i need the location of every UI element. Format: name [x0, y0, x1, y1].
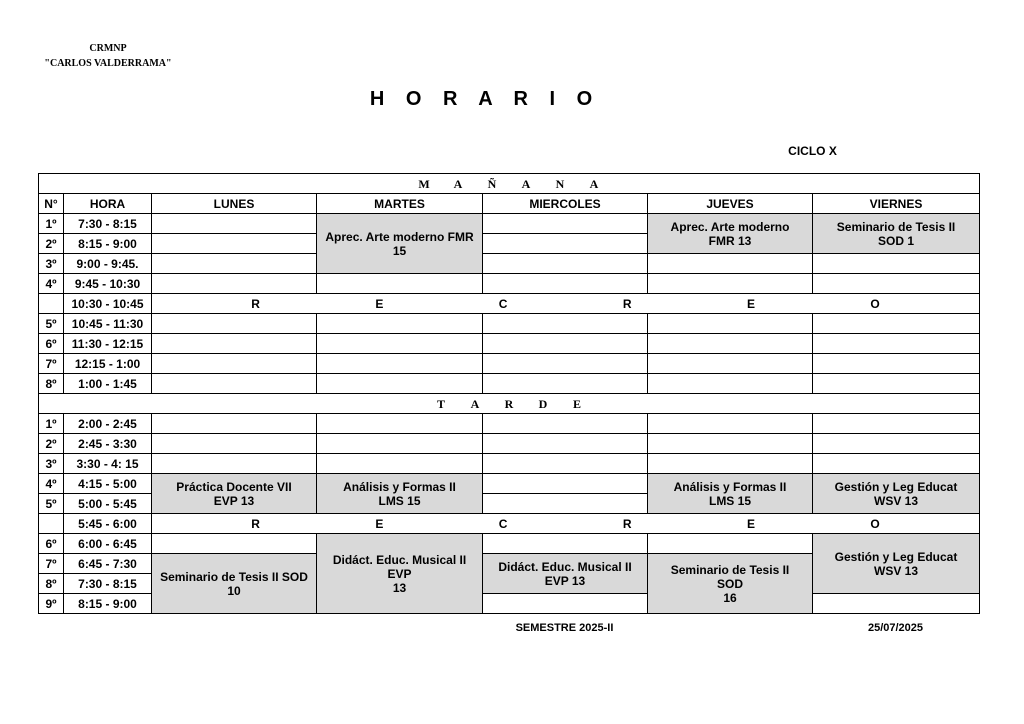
empty-cell [152, 314, 317, 334]
section-tarde-title [39, 394, 980, 414]
course-cell-martes-pm1: Análisis y Formas II LMS 15 [317, 474, 483, 514]
empty-cell [648, 274, 813, 294]
empty-cell [813, 414, 980, 434]
col-martes-header: MARTES [317, 194, 483, 214]
period-time: 8:15 - 9:00 [64, 234, 152, 254]
course-cell-martes-pm2: Didáct. Educ. Musical II EVP 13 [317, 534, 483, 614]
empty-cell [483, 474, 648, 494]
column-header-row [39, 194, 980, 214]
empty-cell [483, 234, 648, 254]
table-row [39, 474, 980, 494]
empty-cell [648, 434, 813, 454]
period-number: 7º [39, 354, 64, 374]
empty-cell [317, 454, 483, 474]
table-row [39, 254, 980, 274]
section-manana-title [39, 174, 980, 194]
empty-cell [813, 454, 980, 474]
table-row [39, 334, 980, 354]
empty-cell [317, 274, 483, 294]
empty-cell [648, 534, 813, 554]
empty-cell [152, 454, 317, 474]
col-miercoles-header: MIERCOLES [483, 194, 648, 214]
col-num-header: N° [39, 194, 64, 214]
table-row [39, 454, 980, 474]
period-time: 8:15 - 9:00 [64, 594, 152, 614]
course-cell-lunes-pm1: Práctica Docente VII EVP 13 [152, 474, 317, 514]
period-number [39, 294, 64, 314]
course-cell-lunes-pm2: Seminario de Tesis II SOD 10 [152, 554, 317, 614]
period-time: 7:30 - 8:15 [64, 574, 152, 594]
period-number: 3º [39, 254, 64, 274]
recreo-cell: R E C R E O [152, 294, 980, 314]
empty-cell [483, 594, 648, 614]
empty-cell [152, 254, 317, 274]
empty-cell [483, 454, 648, 474]
table-row [39, 534, 980, 554]
course-cell-viernes-pm1: Gestión y Leg Educat WSV 13 [813, 474, 980, 514]
period-number [39, 514, 64, 534]
table-row [39, 434, 980, 454]
ciclo-label: CICLO X [788, 144, 837, 158]
empty-cell [317, 314, 483, 334]
empty-cell [648, 454, 813, 474]
empty-cell [317, 434, 483, 454]
empty-cell [648, 254, 813, 274]
empty-cell [813, 374, 980, 394]
empty-cell [483, 374, 648, 394]
empty-cell [152, 534, 317, 554]
empty-cell [648, 414, 813, 434]
period-time: 6:45 - 7:30 [64, 554, 152, 574]
period-time: 2:00 - 2:45 [64, 414, 152, 434]
period-number: 3º [39, 454, 64, 474]
recreo-row [39, 294, 980, 314]
period-time: 11:30 - 12:15 [64, 334, 152, 354]
period-number: 4º [39, 274, 64, 294]
empty-cell [648, 334, 813, 354]
period-number: 1º [39, 414, 64, 434]
empty-cell [152, 414, 317, 434]
table-row [39, 214, 980, 234]
empty-cell [483, 414, 648, 434]
course-cell-viernes-pm2: Gestión y Leg Educat WSV 13 [813, 534, 980, 594]
period-time: 1:00 - 1:45 [64, 374, 152, 394]
period-number: 6º [39, 334, 64, 354]
period-time: 5:45 - 6:00 [64, 514, 152, 534]
empty-cell [152, 214, 317, 234]
period-time: 9:45 - 10:30 [64, 274, 152, 294]
semester-label: SEMESTRE 2025-II [515, 622, 614, 634]
empty-cell [152, 374, 317, 394]
table-row [39, 314, 980, 334]
table-row [39, 354, 980, 374]
period-time: 4:15 - 5:00 [64, 474, 152, 494]
col-lunes-header: LUNES [152, 194, 317, 214]
empty-cell [152, 434, 317, 454]
manana-letters: M A Ñ A N A [418, 176, 599, 191]
period-number: 2º [39, 234, 64, 254]
period-time: 10:30 - 10:45 [64, 294, 152, 314]
empty-cell [317, 354, 483, 374]
table-row [39, 274, 980, 294]
section-tarde-row [39, 394, 980, 414]
institution-acronym: CRMNP [89, 43, 127, 54]
period-number: 6º [39, 534, 64, 554]
period-time: 6:00 - 6:45 [64, 534, 152, 554]
empty-cell [317, 334, 483, 354]
col-viernes-header: VIERNES [813, 194, 980, 214]
period-time: 10:45 - 11:30 [64, 314, 152, 334]
period-time: 5:00 - 5:45 [64, 494, 152, 514]
institution-name: "CARLOS VALDERRAMA" [44, 58, 172, 69]
empty-cell [648, 314, 813, 334]
empty-cell [483, 354, 648, 374]
empty-cell [648, 354, 813, 374]
empty-cell [152, 234, 317, 254]
period-time: 3:30 - 4: 15 [64, 454, 152, 474]
period-time: 7:30 - 8:15 [64, 214, 152, 234]
period-time: 9:00 - 9:45. [64, 254, 152, 274]
empty-cell [813, 274, 980, 294]
period-number: 8º [39, 574, 64, 594]
period-number: 2º [39, 434, 64, 454]
empty-cell [483, 494, 648, 514]
period-number: 5º [39, 494, 64, 514]
section-manana-row [39, 174, 980, 194]
recreo-row [39, 514, 980, 534]
period-number: 1º [39, 214, 64, 234]
course-cell-jueves-pm2: Seminario de Tesis II SOD 16 [648, 554, 813, 614]
period-number: 5º [39, 314, 64, 334]
course-cell-martes-am: Aprec. Arte moderno FMR 15 [317, 214, 483, 274]
empty-cell [813, 354, 980, 374]
empty-cell [317, 414, 483, 434]
col-hora-header: HORA [64, 194, 152, 214]
empty-cell [813, 434, 980, 454]
empty-cell [483, 334, 648, 354]
course-cell-viernes-am: Seminario de Tesis II SOD 1 [813, 214, 980, 254]
col-jueves-header: JUEVES [648, 194, 813, 214]
course-cell-jueves-pm1: Análisis y Formas II LMS 15 [648, 474, 813, 514]
empty-cell [483, 214, 648, 234]
empty-cell [813, 314, 980, 334]
tarde-letters: T A R D E [437, 396, 582, 411]
page-title: H O R A R I O [369, 88, 601, 110]
course-cell-miercoles-pm2: Didáct. Educ. Musical II EVP 13 [483, 554, 648, 594]
empty-cell [483, 274, 648, 294]
empty-cell [152, 334, 317, 354]
empty-cell [813, 334, 980, 354]
empty-cell [152, 274, 317, 294]
empty-cell [483, 254, 648, 274]
course-cell-jueves-am: Aprec. Arte moderno FMR 13 [648, 214, 813, 254]
empty-cell [317, 374, 483, 394]
period-time: 2:45 - 3:30 [64, 434, 152, 454]
period-number: 4º [39, 474, 64, 494]
empty-cell [483, 534, 648, 554]
period-number: 8º [39, 374, 64, 394]
schedule-table [38, 173, 980, 614]
period-time: 12:15 - 1:00 [64, 354, 152, 374]
empty-cell [813, 594, 980, 614]
table-row [39, 374, 980, 394]
empty-cell [813, 254, 980, 274]
date-label: 25/07/2025 [867, 622, 924, 634]
recreo-cell: R E C R E O [152, 514, 980, 534]
table-row [39, 414, 980, 434]
period-number: 7º [39, 554, 64, 574]
period-number: 9º [39, 594, 64, 614]
empty-cell [152, 354, 317, 374]
empty-cell [483, 314, 648, 334]
empty-cell [483, 434, 648, 454]
empty-cell [648, 374, 813, 394]
